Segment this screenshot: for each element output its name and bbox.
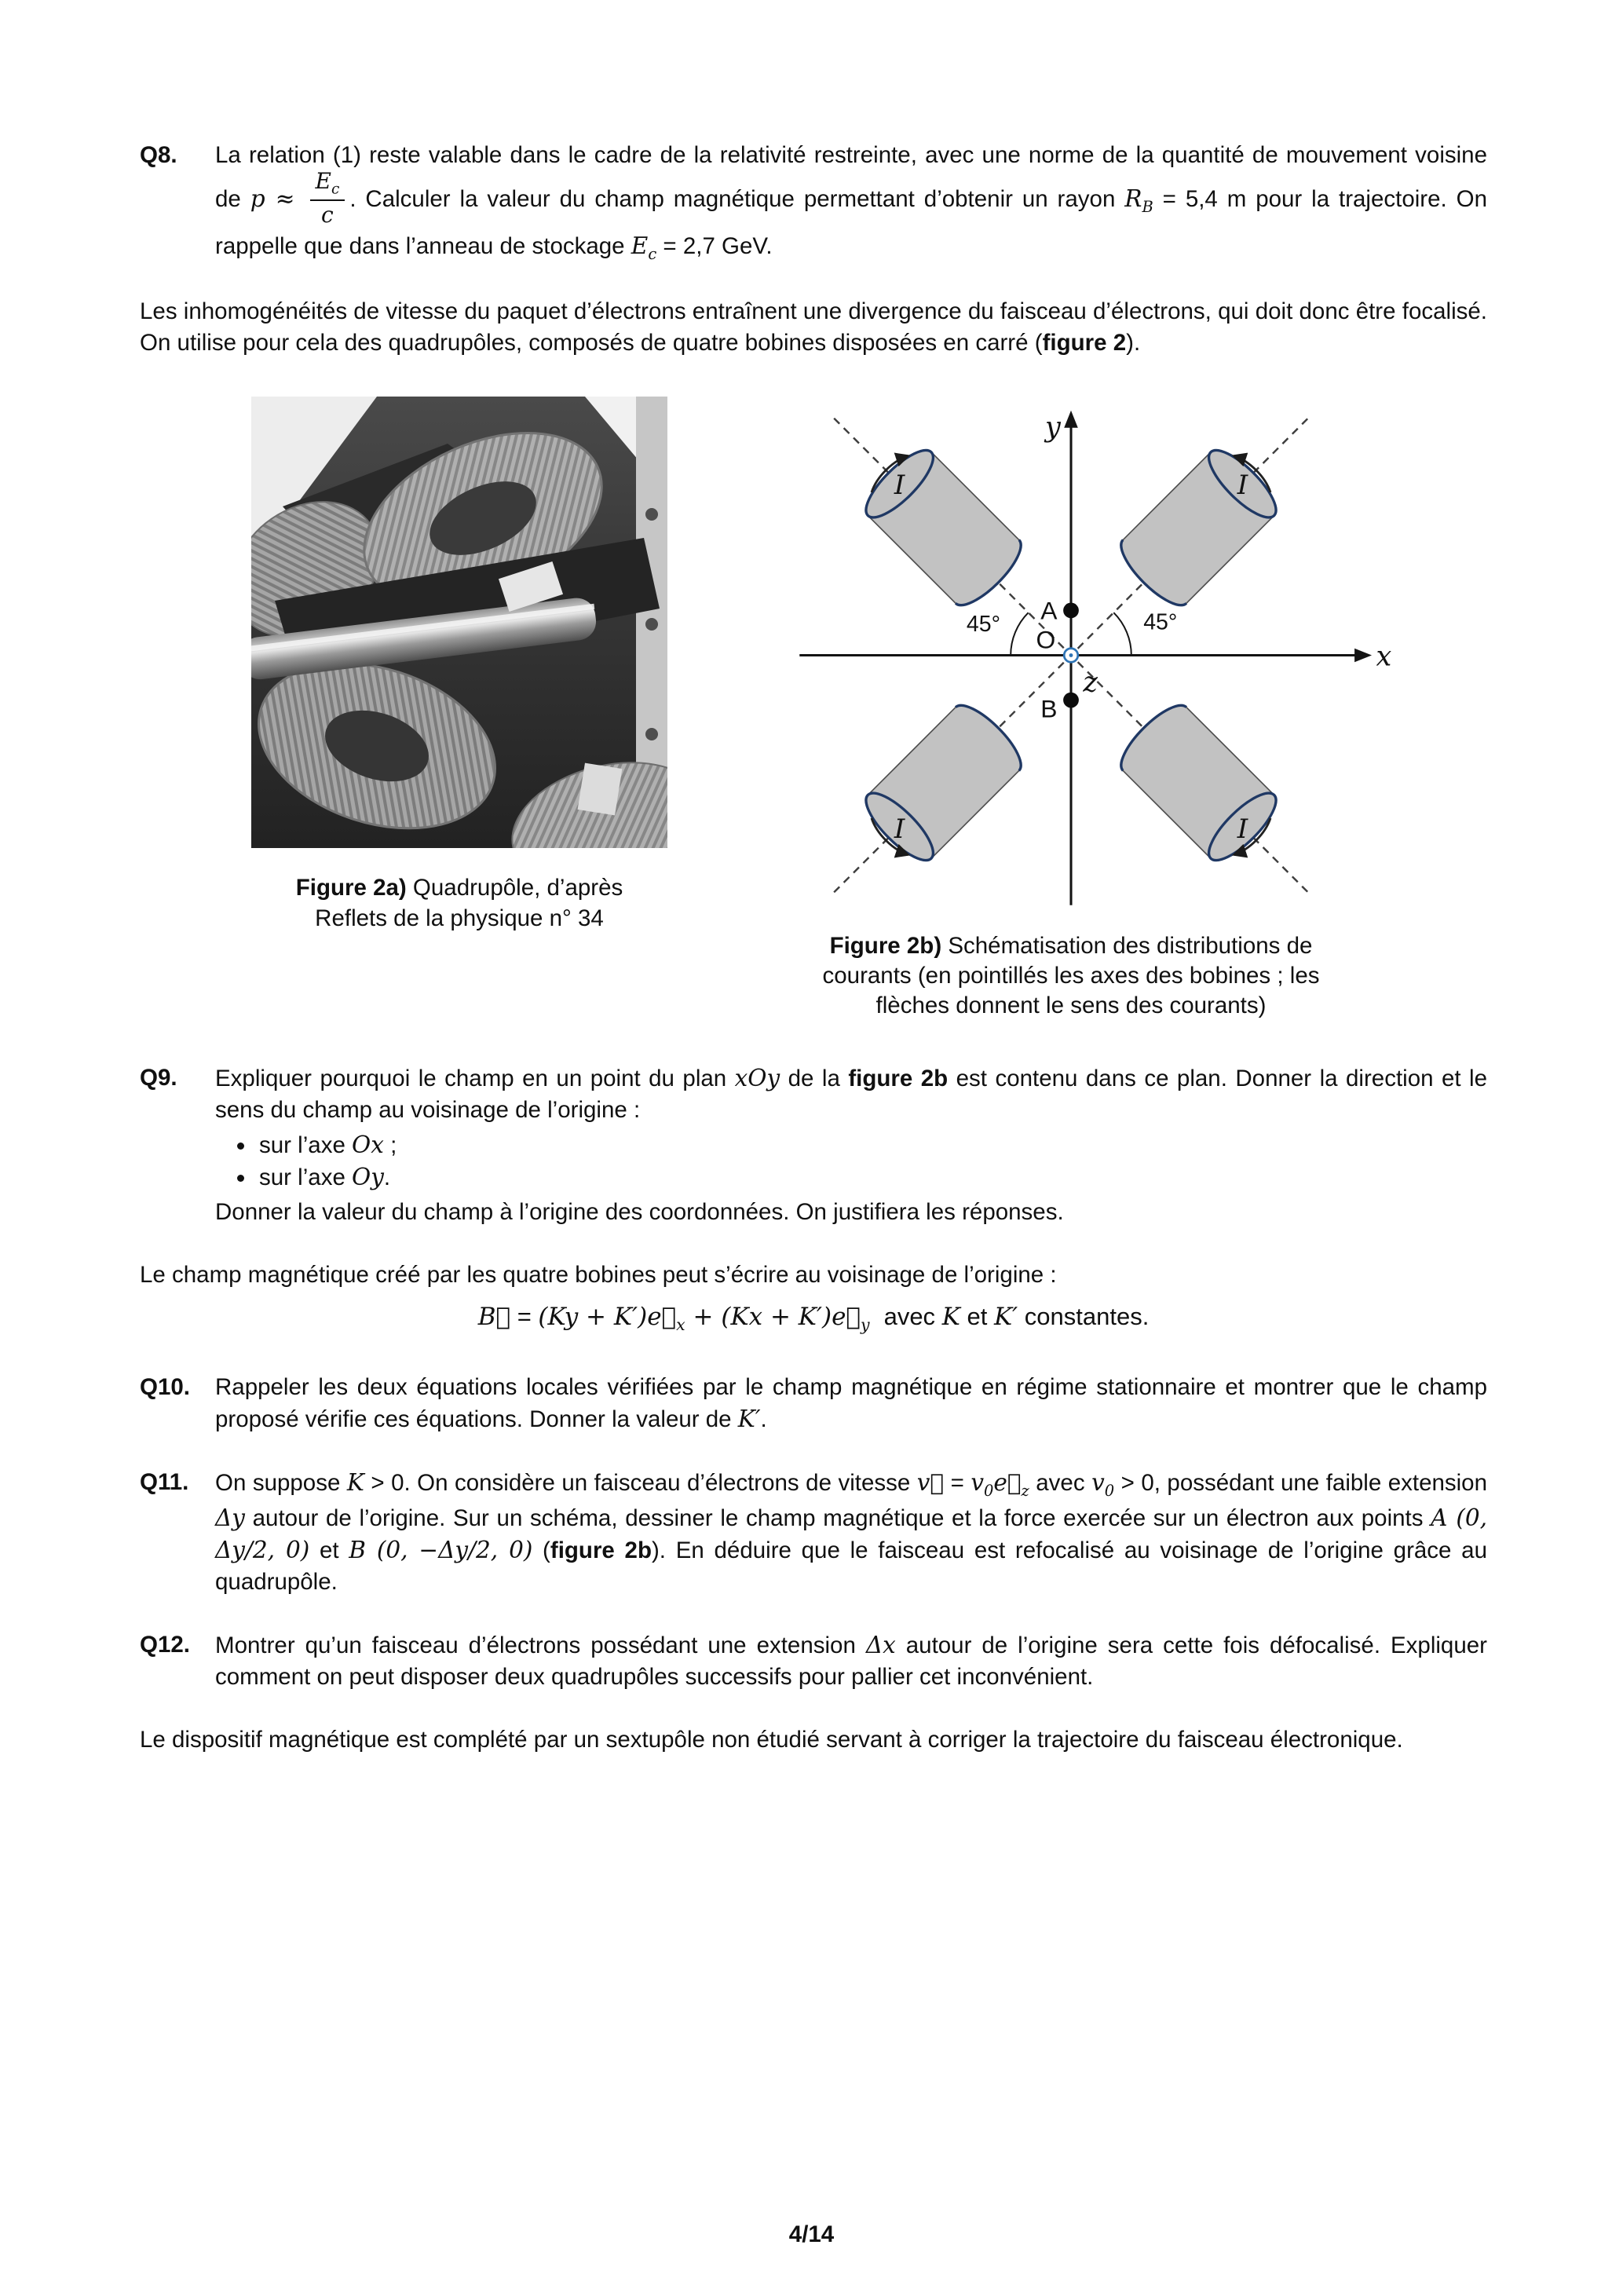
q11-delta-y: Δy bbox=[215, 1504, 245, 1531]
q11-seg4: , possédant une faible extension bbox=[1153, 1470, 1487, 1497]
q9-intro-line bbox=[215, 1062, 1487, 1126]
q12-label: Q12. bbox=[140, 1631, 190, 1658]
eq-K: K bbox=[941, 1303, 960, 1332]
q8-R-sub: B bbox=[1142, 198, 1153, 217]
figure-2a-column bbox=[251, 397, 667, 934]
point-A-label: A bbox=[1040, 596, 1058, 625]
q10-label: Q10. bbox=[140, 1374, 190, 1401]
q11-point-B-coords: (0, −Δy/2, 0) bbox=[365, 1536, 533, 1563]
q11-seg5: autour de l’origine. Sur un schéma, dessiner le champ magnétique et la force exercée sur un électron aux points bbox=[244, 1504, 1431, 1531]
q8-seg3: = 5,4 m pour la trajectoire. On rappelle que dans l’anneau de stockage bbox=[215, 186, 1487, 259]
eq-avec: avec bbox=[883, 1303, 942, 1331]
figure-2b-caption-bold: Figure 2b) bbox=[829, 932, 942, 959]
q11-point-B: B bbox=[349, 1536, 366, 1563]
outro-paragraph: Le dispositif magnétique est complété par un sextupôle non étudié servant à corriger la trajectoire du faisceau électronique. bbox=[140, 1727, 1403, 1753]
eq-term2: (Kx + K′) bbox=[721, 1303, 832, 1332]
q9-label: Q9. bbox=[140, 1064, 177, 1091]
eq-ex-vector bbox=[647, 1303, 685, 1335]
q10-seg1: Rappeler les deux équations locales vérifiées par le champ magnétique en régime stationnaire et montrer que le champ proposé vérifie ces équations. Donner la valeur de bbox=[215, 1374, 1487, 1433]
figure-2a-photo-frame bbox=[251, 397, 667, 848]
q11-gt1: > 0 bbox=[364, 1470, 404, 1497]
figure-2a-caption-text: Quadrupôle, d’après Reflets de la physique n° 34 bbox=[315, 875, 623, 931]
field-equation bbox=[140, 1299, 1487, 1337]
quadrupole-photo bbox=[251, 397, 667, 848]
q9-seg2: de la bbox=[780, 1065, 849, 1091]
y-axis-label: y bbox=[1044, 411, 1061, 444]
angle-label-left: 45° bbox=[966, 612, 1000, 638]
q11-ez-vector bbox=[993, 1469, 1029, 1501]
eq-plus: + bbox=[685, 1303, 722, 1332]
current-label-top-right: I bbox=[1237, 470, 1248, 502]
q8-text bbox=[215, 140, 1487, 265]
q11-point-A: A bbox=[1431, 1504, 1448, 1531]
q9-bullet-ox bbox=[256, 1129, 1487, 1161]
x-axis-label: x bbox=[1376, 641, 1392, 674]
q8-frac-E: E bbox=[315, 168, 331, 195]
figure-2b-caption-text: Schématisation des distributions de courants (en pointillés les axes des bobines ; les flèches donnent le sens des courants) bbox=[822, 932, 1320, 1019]
intro-seg1: Les inhomogénéités de vitesse du paquet d’électrons entraînent une divergence du faisceau d’électrons, qui doit donc être focalisé. On utilise pour cela des quadrupôles, composés de quatre bobines disposées en carré ( bbox=[140, 298, 1487, 356]
current-label-top-left: I bbox=[894, 470, 905, 502]
q11-label: Q11. bbox=[140, 1469, 189, 1496]
q8-var-Ec bbox=[631, 232, 657, 263]
q11-seg7: ). En déduire que le faisceau est refocalisé au voisinage de l’origine grâce au quadrupôle. bbox=[215, 1537, 1487, 1595]
question-q11 bbox=[140, 1467, 1487, 1598]
eq-ey-base: e⃗ bbox=[832, 1303, 861, 1332]
q9-bullet2-pre: sur l’axe bbox=[259, 1164, 353, 1190]
q11-veq: = bbox=[944, 1470, 971, 1497]
intro-seg2: ). bbox=[1126, 330, 1141, 356]
q8-seg1: La relation (1) reste valable dans le cadre de la relativité restreinte, avec une norme de la quantité de mouvement voisine de bbox=[215, 142, 1487, 213]
q12-text bbox=[215, 1629, 1487, 1693]
q11-seg6: ( bbox=[532, 1537, 550, 1563]
point-B-label: B bbox=[1040, 694, 1058, 723]
question-q10 bbox=[140, 1372, 1487, 1435]
q11-v0-sub: 0 bbox=[983, 1482, 994, 1501]
q9-bullet1-post: ; bbox=[383, 1132, 397, 1158]
q9-bullet2-math: Oy bbox=[352, 1163, 384, 1190]
q11-v0-base: v bbox=[971, 1469, 984, 1497]
q8-frac-denominator: c bbox=[321, 202, 334, 229]
page-number: 4/14 bbox=[788, 2221, 835, 2247]
q9-bullet1-math: Ox bbox=[352, 1131, 384, 1158]
q9-closing-line: Donner la valeur du champ à l’origine des coordonnées. On justifiera les réponses. bbox=[215, 1198, 1064, 1225]
q8-seg2: . Calculer la valeur du champ magnétique permettant d’obtenir un rayon bbox=[349, 186, 1125, 213]
figure-2b-diagram bbox=[718, 397, 1424, 914]
q9-bullet-list bbox=[215, 1129, 1487, 1194]
q9-seg3: est contenu dans ce plan. Donner la direction et le sens du champ au voisinage de l’origine : bbox=[215, 1065, 1487, 1123]
current-label-bottom-left: I bbox=[894, 813, 905, 846]
q11-v0b-base: v bbox=[1091, 1469, 1105, 1497]
eq-term1: (Ky + K′) bbox=[538, 1303, 648, 1332]
intro-paragraph bbox=[140, 296, 1487, 359]
current-label-bottom-right: I bbox=[1237, 813, 1248, 846]
q10-seg2: . bbox=[760, 1406, 767, 1433]
q8-frac-numerator bbox=[310, 169, 345, 201]
q11-ez-sub: z bbox=[1021, 1482, 1029, 1501]
q10-text bbox=[215, 1372, 1487, 1435]
eq-ey-vector bbox=[832, 1303, 870, 1335]
eq-et: et bbox=[960, 1303, 994, 1331]
q8-approx-sign: ≈ bbox=[265, 185, 305, 213]
angle-label-right: 45° bbox=[1143, 609, 1178, 635]
eq-B-vector: B⃗ bbox=[477, 1303, 511, 1332]
photo-bolt bbox=[645, 618, 658, 631]
eq-ex-base: e⃗ bbox=[647, 1303, 677, 1332]
q8-var-RB bbox=[1124, 185, 1153, 217]
q11-point-A-coords: (0, Δy/2, 0) bbox=[215, 1504, 1487, 1563]
question-q9 bbox=[140, 1062, 1487, 1229]
figure-2b-caption bbox=[800, 931, 1342, 1022]
q9-text bbox=[215, 1062, 1487, 1229]
q8-fraction-ec-over-c bbox=[310, 169, 345, 228]
q8-var-p: p bbox=[250, 185, 265, 213]
eq-equals: = bbox=[510, 1303, 539, 1331]
figure-2b-column bbox=[718, 397, 1424, 1021]
eq-K-prime: K′ bbox=[993, 1303, 1018, 1332]
question-q8 bbox=[140, 140, 1487, 265]
point-A-dot bbox=[1063, 603, 1079, 619]
q8-seg4: = 2,7 GeV. bbox=[656, 232, 773, 259]
q9-bullet1-pre: sur l’axe bbox=[259, 1132, 353, 1158]
point-B-dot bbox=[1063, 693, 1079, 708]
x-axis-arrowhead bbox=[1354, 649, 1372, 663]
q11-v0b bbox=[1091, 1469, 1115, 1501]
figure-2-row bbox=[140, 397, 1487, 1021]
intro-bold-figure2: figure 2 bbox=[1042, 330, 1127, 356]
q12-seg1: Montrer qu’un faisceau d’électrons possédant une extension bbox=[215, 1632, 866, 1658]
q11-v-vector: v⃗ bbox=[916, 1469, 945, 1497]
field-intro: Le champ magnétique créé par les quatre bobines peut s’écrire au voisinage de l’origine : bbox=[140, 1262, 1057, 1289]
question-q12 bbox=[140, 1629, 1487, 1693]
photo-label-tag bbox=[578, 763, 623, 816]
q8-label: Q8. bbox=[140, 142, 177, 168]
page-content bbox=[140, 140, 1487, 1787]
eq-ex-sub: x bbox=[676, 1315, 685, 1335]
q8-R: R bbox=[1124, 185, 1142, 213]
q12-seg2: autour de l’origine sera cette fois défocalisé. Expliquer comment on peut disposer deux quadrupôles successifs pour pallier cet inconvénient. bbox=[215, 1632, 1487, 1691]
q11-seg2: . On considère un faisceau d’électrons de vitesse bbox=[404, 1470, 917, 1497]
q11-text bbox=[215, 1467, 1487, 1598]
q8-frac-E-sub: c bbox=[331, 181, 340, 198]
origin-z-dot bbox=[1069, 653, 1073, 657]
figure-2a-caption bbox=[263, 873, 656, 934]
q8-E: E bbox=[631, 232, 649, 259]
photo-bolt bbox=[645, 728, 658, 740]
q11-ez-base: e⃗ bbox=[993, 1469, 1022, 1497]
angle-arc-left bbox=[1011, 613, 1029, 656]
q11-math-K: K bbox=[346, 1469, 364, 1497]
q11-et: et bbox=[309, 1537, 349, 1563]
angle-arc-right bbox=[1113, 613, 1131, 656]
figure-2a-caption-bold: Figure 2a) bbox=[295, 875, 407, 901]
y-axis-arrowhead bbox=[1064, 411, 1078, 428]
q11-seg3: avec bbox=[1029, 1470, 1092, 1497]
q8-E-sub: c bbox=[648, 244, 657, 263]
q9-bold-figure2b: figure 2b bbox=[848, 1065, 949, 1091]
q11-bold-figure2b: figure 2b bbox=[550, 1537, 652, 1563]
q10-math-Kprime: K′ bbox=[737, 1406, 761, 1433]
photo-bolt bbox=[645, 508, 658, 521]
eq-tail: constantes. bbox=[1018, 1303, 1150, 1331]
q9-bullet2-post: . bbox=[383, 1164, 391, 1190]
q9-math-xOy: xOy bbox=[734, 1064, 780, 1091]
q11-v0b-sub: 0 bbox=[1104, 1482, 1115, 1501]
q11-gt2: > 0 bbox=[1114, 1470, 1154, 1497]
q9-seg1: Expliquer pourquoi le champ en un point du plan bbox=[215, 1065, 735, 1091]
origin-label: O bbox=[1036, 626, 1056, 655]
q12-delta-x: Δx bbox=[865, 1631, 896, 1658]
eq-ey-sub: y bbox=[861, 1315, 870, 1335]
z-axis-label: z bbox=[1083, 666, 1098, 699]
q11-seg1: On suppose bbox=[215, 1470, 347, 1497]
q9-bullet-oy bbox=[256, 1161, 1487, 1194]
q11-v0 bbox=[971, 1469, 994, 1501]
